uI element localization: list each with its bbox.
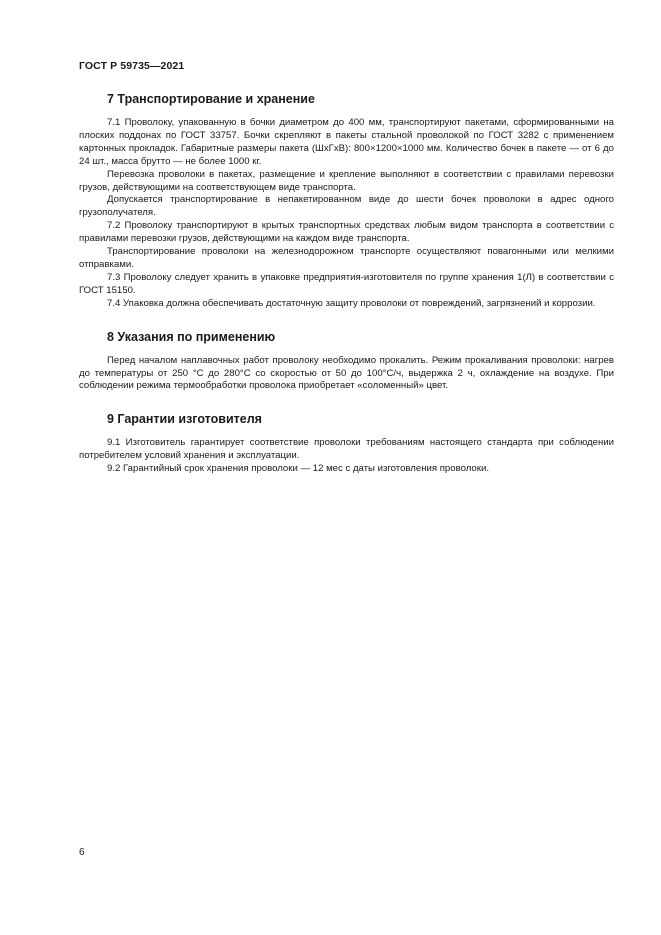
- paragraph: Транспортирование проволоки на железнодорожном транспорте осуществляют повагонными или мелкими отправками.: [79, 246, 614, 270]
- paragraph: 7.3 Проволоку следует хранить в упаковке предприятия-изготовителя по группе хранения 1(Л) в соответствии с ГОСТ 15150.: [79, 271, 614, 296]
- section-title: 9 Гарантии изготовителя: [107, 412, 262, 427]
- paragraph: Перевозка проволоки в пакетах, размещение и крепление выполняют в соответствии с правилами перевозки грузов, действующими на соответствующем виде транспорта.: [79, 168, 614, 193]
- paragraph: 7.1 Проволоку, упакованную в бочки диаметром до 400 мм, транспортируют пакетами, сформированными на плоских поддонах по ГОСТ 33757. Бочки скрепляют в пакеты стальной проволокой по ГОСТ 3282 с применением картонных прокладок. Габаритные размеры пакета (ШхГхВ): 800×1200×1000 мм. Количество бочек в пакете — от 6 до 24 шт., масса брутто — не более 1000 кг.: [79, 117, 614, 167]
- section-usage-instructions: [79, 329, 614, 394]
- section-title: 7 Транспортирование и хранение: [107, 92, 315, 106]
- document-id-header: ГОСТ Р 59735—2021: [79, 60, 185, 72]
- paragraph: 9.2 Гарантийный срок хранения проволоки — 12 мес с даты изготовления проволоки.: [107, 463, 489, 475]
- paragraph: Допускается транспортирование в непакетированном виде до шести бочек проволоки в адрес одного грузополучателя.: [79, 194, 614, 219]
- paragraph: Перед началом наплавочных работ проволоку необходимо прокалить. Режим прокаливания проволоки: нагрев до температуры от 250 °С до 280°С со скоростью от 50 до 100°С/ч, выдержка 2 ч, охлаждение на воздухе. При соблюдении режима термообработки проволока приобретает «соломенный» цвет.: [79, 354, 614, 392]
- page-number: 6: [79, 847, 85, 858]
- section-title: 8 Указания по применению: [107, 329, 276, 344]
- paragraph: 7.4 Упаковка должна обеспечивать достаточную защиту проволоки от повреждений, загрязнений и коррозии.: [107, 297, 596, 309]
- section-manufacturer-warranty: [79, 411, 614, 476]
- paragraph: 9.1 Изготовитель гарантирует соответствие проволоки требованиям настоящего стандарта при соблюдении потребителем условий хранения и эксплуатации.: [79, 437, 614, 462]
- document-body: [79, 91, 614, 494]
- paragraph: 7.2 Проволоку транспортируют в крытых транспортных средствах любым видом транспорта в соответствии с правилами перевозки грузов, действующими на каждом виде транспорта.: [79, 220, 614, 245]
- section-transport-storage: [79, 91, 614, 311]
